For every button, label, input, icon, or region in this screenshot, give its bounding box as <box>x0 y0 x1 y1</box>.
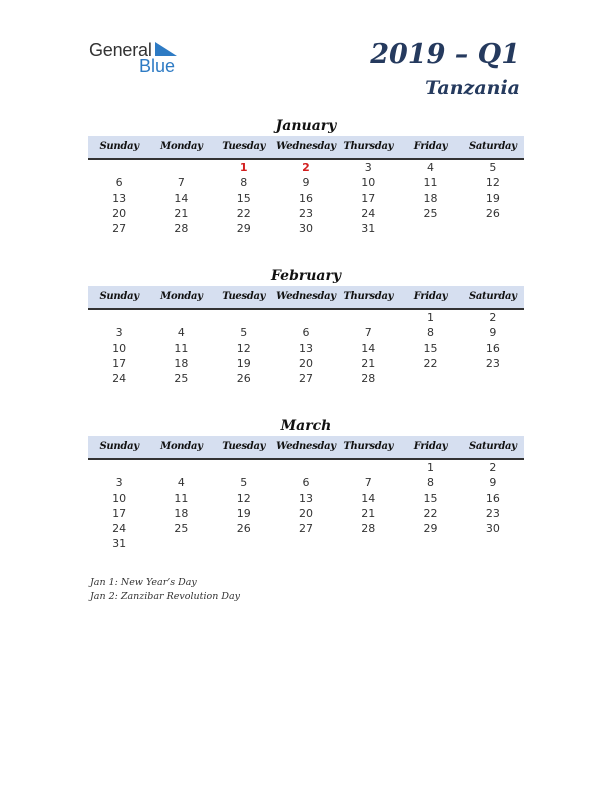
week-row <box>88 491 524 506</box>
week-row <box>88 475 524 490</box>
week-row <box>88 191 524 206</box>
day-cell <box>88 460 150 475</box>
week-row <box>88 175 524 190</box>
day-cell: 6 <box>302 326 310 340</box>
day-cell <box>462 536 524 551</box>
weekday-label: Friday <box>413 441 448 452</box>
day-cell: 10 <box>112 491 127 505</box>
day-cell: 30 <box>485 522 500 536</box>
day-cell: 10 <box>112 341 127 355</box>
weekday-label: Tuesday <box>222 291 266 302</box>
day-cell: 20 <box>298 356 313 370</box>
holiday-note: Jan 2: Zanzibar Revolution Day <box>90 590 240 602</box>
weekday-header <box>88 436 524 460</box>
day-cell <box>337 536 399 551</box>
day-cell <box>150 310 212 325</box>
brand-logo <box>89 40 199 78</box>
day-cell: 18 <box>174 506 189 520</box>
month-january <box>88 116 524 236</box>
day-cell: 19 <box>236 506 251 520</box>
day-cell: 4 <box>177 326 185 340</box>
day-cell: 13 <box>298 491 313 505</box>
day-cell <box>150 160 212 175</box>
logo-text-general: General <box>89 40 152 60</box>
week-row <box>88 536 524 551</box>
day-cell: 7 <box>364 476 372 490</box>
day-cell: 27 <box>298 522 313 536</box>
day-cell: 21 <box>361 506 376 520</box>
day-cell <box>462 221 524 236</box>
day-cell: 3 <box>115 476 123 490</box>
day-cell: 21 <box>174 206 189 220</box>
day-cell: 5 <box>240 476 248 490</box>
day-cell: 26 <box>485 206 500 220</box>
day-cell: 25 <box>423 206 438 220</box>
day-cell <box>399 371 461 386</box>
day-cell: 26 <box>236 522 251 536</box>
day-cell: 2 <box>302 161 310 174</box>
week-row <box>88 325 524 340</box>
day-cell: 1 <box>427 461 435 474</box>
day-cell: 19 <box>236 356 251 370</box>
day-cell: 15 <box>236 191 251 205</box>
day-cell <box>399 536 461 551</box>
day-cell: 4 <box>177 476 185 490</box>
logo-text-blue: Blue <box>139 56 176 76</box>
day-cell: 23 <box>485 506 500 520</box>
day-cell: 21 <box>361 356 376 370</box>
weekday-label: Saturday <box>468 141 517 152</box>
day-cell: 17 <box>361 191 376 205</box>
day-cell: 16 <box>485 341 500 355</box>
day-cell: 27 <box>112 222 127 236</box>
weekday-header <box>88 136 524 160</box>
day-cell: 12 <box>236 491 251 505</box>
day-cell: 9 <box>489 476 497 490</box>
week-row <box>88 206 524 221</box>
day-cell: 26 <box>236 372 251 386</box>
day-cell: 4 <box>427 161 435 174</box>
day-cell: 17 <box>112 506 127 520</box>
day-cell <box>88 160 150 175</box>
day-cell: 28 <box>361 522 376 536</box>
day-cell: 30 <box>298 222 313 236</box>
day-cell: 13 <box>112 191 127 205</box>
week-row <box>88 160 524 175</box>
day-cell: 9 <box>302 176 310 190</box>
month-february <box>88 266 524 386</box>
day-cell: 14 <box>361 491 376 505</box>
day-cell: 11 <box>174 491 189 505</box>
country-title: Tanzania <box>425 77 520 99</box>
day-cell: 8 <box>427 326 435 340</box>
day-cell: 5 <box>489 161 497 174</box>
day-cell: 17 <box>112 356 127 370</box>
day-cell <box>399 221 461 236</box>
day-cell: 14 <box>361 341 376 355</box>
day-cell: 28 <box>174 222 189 236</box>
day-cell: 31 <box>112 537 127 551</box>
day-cell: 23 <box>298 206 313 220</box>
day-cell <box>275 310 337 325</box>
day-cell: 14 <box>174 191 189 205</box>
day-cell: 31 <box>361 222 376 236</box>
week-row <box>88 506 524 521</box>
day-cell <box>88 310 150 325</box>
weekday-label: Thursday <box>343 291 394 302</box>
day-cell: 16 <box>298 191 313 205</box>
day-cell: 24 <box>112 372 127 386</box>
weekday-header <box>88 286 524 310</box>
day-cell: 29 <box>236 222 251 236</box>
logo-triangle-icon <box>155 42 177 56</box>
day-cell: 3 <box>115 326 123 340</box>
day-cell: 11 <box>423 176 438 190</box>
day-cell: 2 <box>489 461 497 474</box>
weekday-label: Monday <box>160 291 203 302</box>
week-row <box>88 221 524 236</box>
day-cell: 22 <box>423 506 438 520</box>
day-cell: 25 <box>174 372 189 386</box>
day-cell: 27 <box>298 372 313 386</box>
quarter-title: 2019 – Q1 <box>370 39 520 70</box>
weekday-label: Sunday <box>99 291 139 302</box>
week-row <box>88 521 524 536</box>
day-cell: 23 <box>485 356 500 370</box>
day-cell: 8 <box>240 176 248 190</box>
month-name: January <box>275 118 337 134</box>
day-cell <box>275 460 337 475</box>
day-cell: 10 <box>361 176 376 190</box>
day-cell: 9 <box>489 326 497 340</box>
day-cell: 13 <box>298 341 313 355</box>
day-cell: 15 <box>423 491 438 505</box>
day-cell <box>213 536 275 551</box>
weekday-label: Monday <box>160 141 203 152</box>
page-title <box>370 38 520 101</box>
weekday-label: Sunday <box>99 441 139 452</box>
day-cell: 19 <box>485 191 500 205</box>
day-cell: 1 <box>427 311 435 324</box>
day-cell: 6 <box>302 476 310 490</box>
weekday-label: Tuesday <box>222 141 266 152</box>
weekday-label: Wednesday <box>276 441 336 452</box>
day-cell <box>275 536 337 551</box>
month-march <box>88 416 524 552</box>
month-name: March <box>280 418 332 434</box>
day-cell: 18 <box>174 356 189 370</box>
day-cell: 20 <box>112 206 127 220</box>
day-cell <box>337 460 399 475</box>
day-cell: 25 <box>174 522 189 536</box>
month-name: February <box>270 268 341 284</box>
weekday-label: Saturday <box>468 441 517 452</box>
day-cell: 6 <box>115 176 123 190</box>
weekday-label: Thursday <box>343 141 394 152</box>
weekday-label: Wednesday <box>276 291 336 302</box>
day-cell: 24 <box>112 522 127 536</box>
day-cell: 22 <box>236 206 251 220</box>
weekday-label: Friday <box>413 291 448 302</box>
holiday-notes <box>90 576 240 603</box>
day-cell: 2 <box>489 311 497 324</box>
day-cell: 7 <box>177 176 185 190</box>
day-cell: 7 <box>364 326 372 340</box>
day-cell: 1 <box>239 161 248 174</box>
weekday-label: Sunday <box>99 141 139 152</box>
day-cell: 3 <box>364 161 372 174</box>
day-cell: 29 <box>423 522 438 536</box>
weekday-label: Wednesday <box>276 141 336 152</box>
weekday-label: Monday <box>160 441 203 452</box>
day-cell: 5 <box>240 326 248 340</box>
weekday-label: Tuesday <box>222 441 266 452</box>
day-cell <box>150 536 212 551</box>
week-row <box>88 356 524 371</box>
day-cell <box>462 371 524 386</box>
week-row <box>88 371 524 386</box>
day-cell: 16 <box>485 491 500 505</box>
day-cell <box>150 460 212 475</box>
day-cell: 11 <box>174 341 189 355</box>
week-row <box>88 310 524 325</box>
weekday-label: Saturday <box>468 291 517 302</box>
day-cell: 15 <box>423 341 438 355</box>
day-cell: 8 <box>427 476 435 490</box>
day-cell: 28 <box>361 372 376 386</box>
day-cell: 18 <box>423 191 438 205</box>
day-cell: 24 <box>361 206 376 220</box>
holiday-note: Jan 1: New Year’s Day <box>90 577 197 588</box>
week-row <box>88 341 524 356</box>
weekday-label: Thursday <box>343 441 394 452</box>
day-cell: 12 <box>485 176 500 190</box>
day-cell: 12 <box>236 341 251 355</box>
day-cell <box>213 310 275 325</box>
day-cell <box>337 310 399 325</box>
day-cell: 20 <box>298 506 313 520</box>
day-cell <box>213 460 275 475</box>
weekday-label: Friday <box>413 141 448 152</box>
week-row <box>88 460 524 475</box>
day-cell: 22 <box>423 356 438 370</box>
